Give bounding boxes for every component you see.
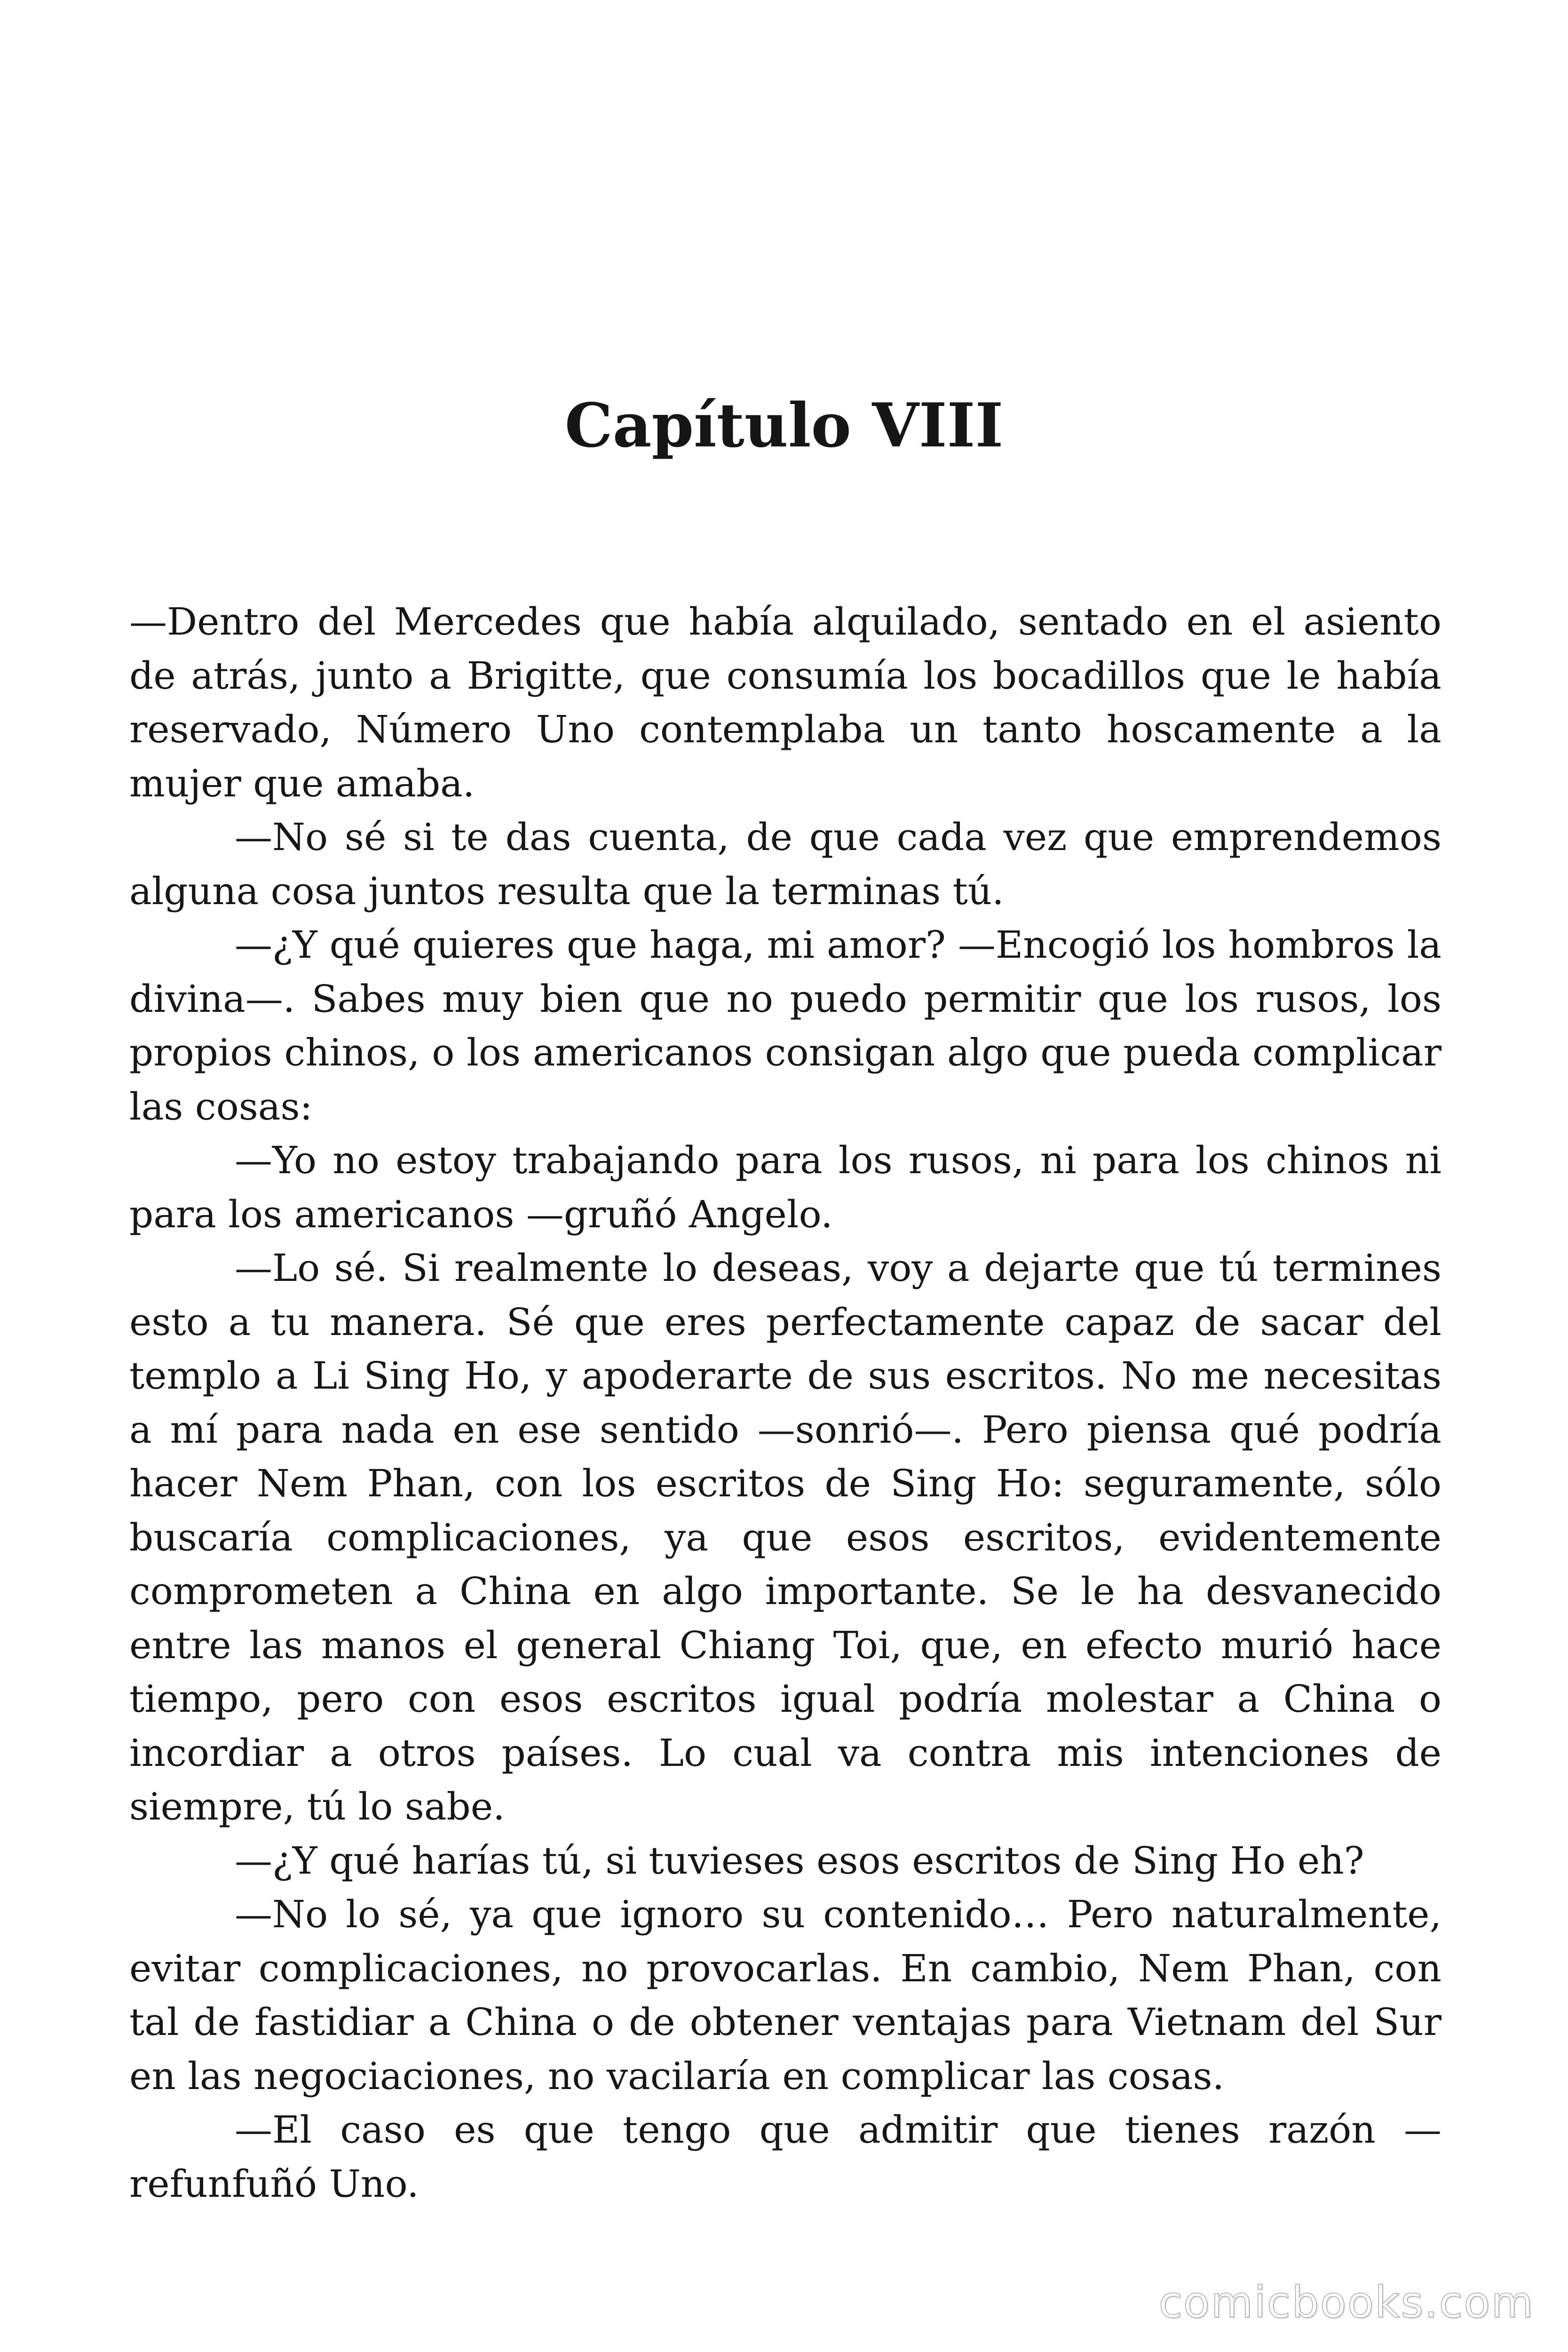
paragraph: —Dentro del Mercedes que había alquilado, sentado en el asiento de atrás, junto a Brigitte, que consumía los bocadillos que le había reservado, Número Uno contemplaba un tanto hoscamente a la mujer que amaba. <box>129 600 1441 805</box>
chapter-body <box>129 595 1441 2211</box>
paragraph: —No lo sé, ya que ignoro su contenido… Pero naturalmente, evitar complicaciones, no provocarlas. En cambio, Nem Phan, con tal de fastidiar a China o de obtener ventajas para Vietnam del Sur en las negociaciones, no vacilaría en complicar las cosas. <box>129 1892 1441 2098</box>
paragraph: —No sé si te das cuenta, de que cada vez que emprendemos alguna cosa juntos resulta que la terminas tú. <box>129 815 1441 913</box>
chapter-title: Capítulo VIII <box>564 390 1004 461</box>
paragraph: —Yo no estoy trabajando para los rusos, ni para los chinos ni para los americanos —gruñó Angelo. <box>129 1138 1441 1236</box>
paragraph: —¿Y qué harías tú, si tuvieses esos escritos de Sing Ho eh? <box>235 1838 1364 1883</box>
paragraph: —El caso es que tengo que admitir que tienes razón —refunfuñó Uno. <box>129 2108 1441 2206</box>
paragraph: —Lo sé. Si realmente lo deseas, voy a dejarte que tú termines esto a tu manera. Sé que eres perfectamente capaz de sacar del templo a Li Sing Ho, y apoderarte de sus escritos. No me necesitas a mí para nada en ese sentido —sonrió—. Pero piensa qué podría hacer Nem Phan, con los escritos de Sing Ho: seguramente, sólo buscaría complicaciones, ya que esos escritos, evidentemente comprometen a China en algo importante. Se le ha desvanecido entre las manos el general Chiang Toi, que, en efecto murió hace tiempo, pero con esos escritos igual podría molestar a China o incordiar a otros países. Lo cual va contra mis intenciones de siempre, tú lo sabe. <box>129 1246 1441 1828</box>
watermark: comicbooks.com <box>1158 2277 1534 2328</box>
paragraph: —¿Y qué quieres que haga, mi amor? —Encogió los hombros la divina—. Sabes muy bien que no puedo permitir que los rusos, los propios chinos, o los americanos consigan algo que pueda complicar las cosas: <box>129 923 1441 1128</box>
